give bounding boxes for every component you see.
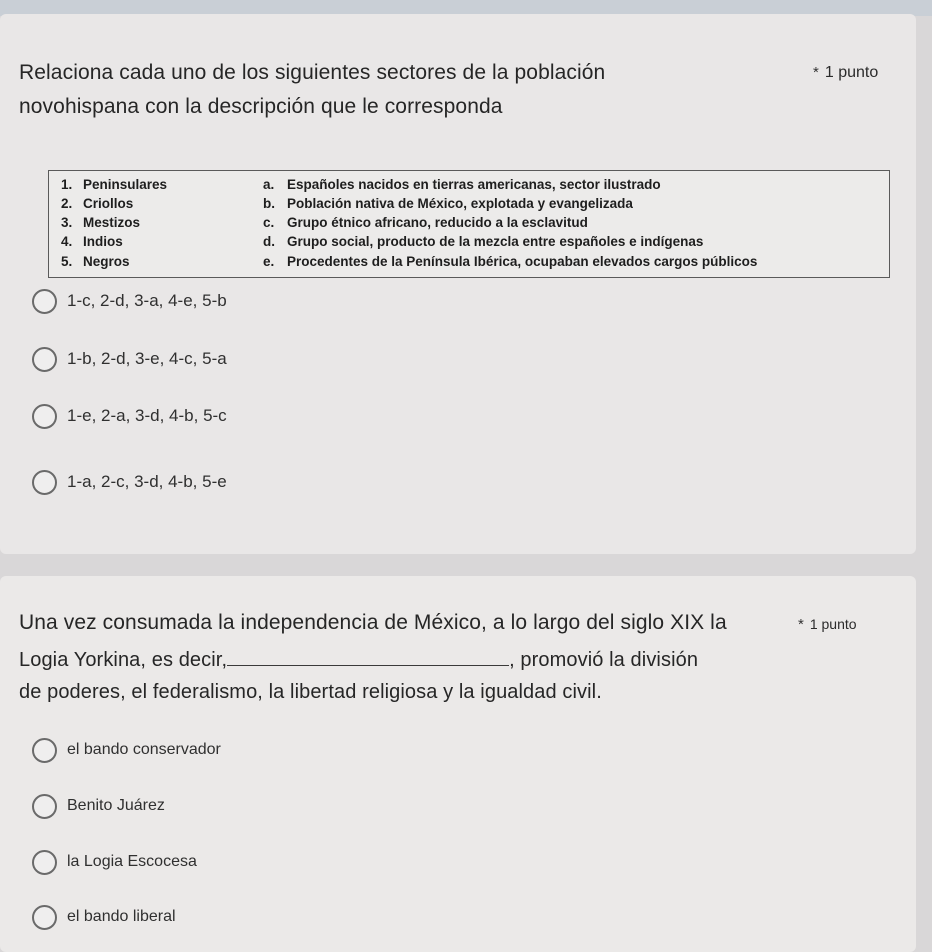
- left-name: Negros: [83, 254, 130, 269]
- radio-button[interactable]: [32, 289, 57, 314]
- option-label[interactable]: el bando conservador: [67, 741, 221, 758]
- answer-option[interactable]: [32, 735, 221, 765]
- required-asterisk: *: [813, 64, 819, 81]
- option-label[interactable]: 1-e, 2-a, 3-d, 4-b, 5-c: [67, 406, 227, 425]
- left-number: 4.: [61, 234, 73, 249]
- matching-table: [48, 170, 890, 278]
- option-label[interactable]: la Logia Escocesa: [67, 853, 197, 870]
- option-label[interactable]: Benito Juárez: [67, 797, 165, 814]
- table-row: [49, 177, 889, 195]
- right-letter: e.: [263, 254, 275, 269]
- question-1-title-line2: novohispana con la descripción que le corresponda: [19, 95, 503, 118]
- table-row: [49, 196, 889, 214]
- points-label: 1 punto: [809, 616, 857, 632]
- question-1-title-line1: Relaciona cada uno de los siguientes sectores de la población: [19, 61, 606, 84]
- left-number: 5.: [61, 254, 73, 269]
- right-description: Grupo social, producto de la mezcla entre españoles e indígenas: [287, 234, 704, 249]
- option-label[interactable]: 1-a, 2-c, 3-d, 4-b, 5-e: [67, 472, 227, 491]
- radio-button[interactable]: [32, 347, 57, 372]
- question-2-line3: de poderes, el federalismo, la libertad religiosa y la igualdad civil.: [19, 681, 602, 703]
- question-2-line1: Una vez consumada la independencia de México, a lo largo del siglo XIX la: [19, 611, 727, 634]
- table-row: [49, 234, 889, 252]
- radio-button[interactable]: [32, 794, 57, 819]
- answer-option[interactable]: [32, 286, 227, 316]
- left-name: Criollos: [83, 196, 134, 211]
- left-number: 1.: [61, 177, 73, 192]
- radio-button[interactable]: [32, 470, 57, 495]
- option-label[interactable]: 1-c, 2-d, 3-a, 4-e, 5-b: [67, 291, 227, 310]
- radio-button[interactable]: [32, 905, 57, 930]
- question-card-1: [0, 14, 916, 554]
- table-row: [49, 254, 889, 272]
- answer-option[interactable]: [32, 847, 197, 877]
- question-2-points: [798, 616, 857, 633]
- question-2-line2-after: , promovió la división: [509, 649, 699, 671]
- right-description: Población nativa de México, explotada y evangelizada: [287, 196, 633, 211]
- radio-button[interactable]: [32, 738, 57, 763]
- right-description: Españoles nacidos en tierras americanas, sector ilustrado: [287, 177, 661, 192]
- option-label[interactable]: el bando liberal: [67, 908, 176, 925]
- answer-option[interactable]: [32, 902, 176, 932]
- question-2-line2-before: Logia Yorkina, es decir,: [19, 649, 228, 671]
- answer-option[interactable]: [32, 467, 227, 497]
- right-description: Procedentes de la Península Ibérica, ocupaban elevados cargos públicos: [287, 254, 758, 269]
- question-1-points: [813, 64, 878, 82]
- right-letter: b.: [263, 196, 275, 211]
- answer-option[interactable]: [32, 344, 227, 374]
- right-letter: d.: [263, 234, 275, 249]
- right-letter: a.: [263, 177, 275, 192]
- required-asterisk: *: [798, 616, 804, 633]
- answer-option[interactable]: [32, 401, 227, 431]
- left-number: 3.: [61, 215, 73, 230]
- question-card-2: [0, 576, 916, 952]
- answer-option[interactable]: [32, 791, 165, 821]
- question-2-line2: [19, 644, 698, 677]
- right-letter: c.: [263, 215, 275, 230]
- points-label: 1 punto: [824, 64, 879, 81]
- option-label[interactable]: 1-b, 2-d, 3-e, 4-c, 5-a: [67, 349, 227, 368]
- left-name: Mestizos: [83, 215, 141, 230]
- fill-in-blank: [227, 646, 509, 666]
- radio-button[interactable]: [32, 850, 57, 875]
- table-row: [49, 215, 889, 233]
- left-name: Indios: [83, 234, 123, 249]
- left-number: 2.: [61, 196, 73, 211]
- right-description: Grupo étnico africano, reducido a la esclavitud: [287, 215, 588, 230]
- left-name: Peninsulares: [83, 177, 168, 192]
- radio-button[interactable]: [32, 404, 57, 429]
